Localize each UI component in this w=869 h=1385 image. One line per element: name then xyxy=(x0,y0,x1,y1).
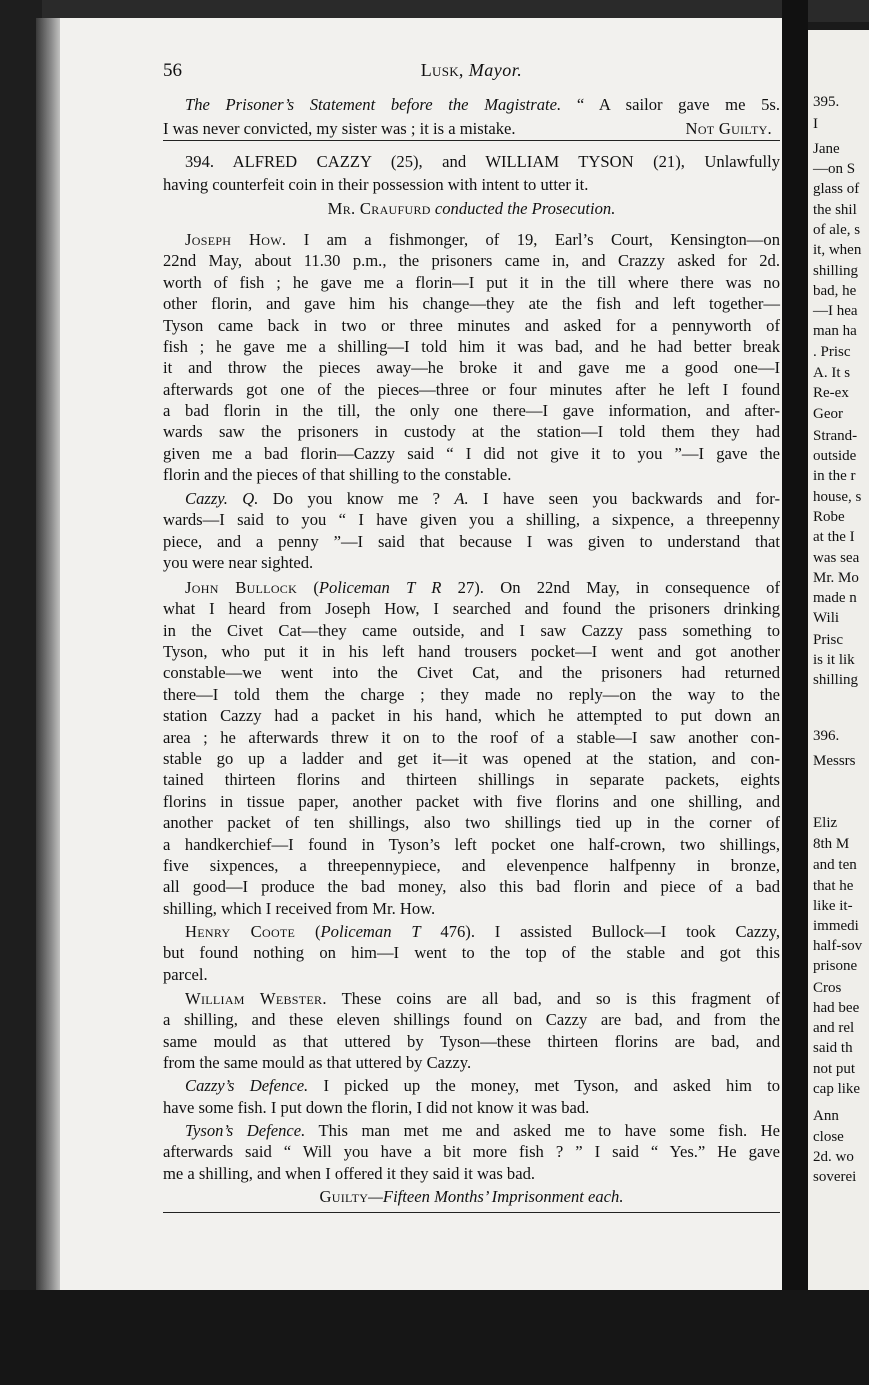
text-segment: what I heard from Joseph How, I searched and found the prisoners drinking xyxy=(163,599,780,618)
text-line xyxy=(163,358,780,378)
next-page-fragment: shilling xyxy=(813,672,859,688)
text-segment: 27). On 22nd May, in consequence of xyxy=(441,578,780,597)
text-segment: shilling, which I received from Mr. How. xyxy=(163,899,436,918)
text-segment: Not Guilty. xyxy=(685,119,772,138)
text-segment: Tyson’s Defence. xyxy=(185,1121,306,1140)
text-line xyxy=(163,273,780,293)
horizontal-rule xyxy=(163,140,780,141)
text-segment: The Prisoner’s Statement before the Magistrate. xyxy=(185,95,562,114)
text-line xyxy=(163,294,780,314)
next-page-fragment: 2d. wo xyxy=(813,1149,854,1165)
next-page-fragment: said th xyxy=(813,1040,853,1056)
next-page-fragment: close xyxy=(813,1129,844,1145)
text-line xyxy=(163,877,780,897)
next-page-fragment: prisone xyxy=(813,958,858,974)
text-line xyxy=(163,337,780,357)
next-page-fragment: Re-ex xyxy=(813,385,849,401)
text-segment: Mr. Craufurd xyxy=(327,199,431,218)
text-segment: —Fifteen Months’ Imprisonment each. xyxy=(368,1187,624,1206)
text-segment: wards saw the prisoners in custody at the station—I told them they had xyxy=(163,422,780,441)
text-segment xyxy=(228,489,242,508)
text-segment: area ; he afterwards threw it on to the roof of a stable—I saw another con- xyxy=(163,728,780,747)
text-segment: from the same mould as that uttered by Cazzy. xyxy=(163,1053,472,1072)
page-number: 56 xyxy=(163,60,182,81)
text-line xyxy=(163,728,780,748)
text-segment: afterwards said “ Will you have a bit more fish ? ” I said “ Yes.” He gave xyxy=(163,1142,780,1161)
text-line xyxy=(163,401,780,421)
running-head xyxy=(163,60,780,81)
text-segment: Guilty xyxy=(319,1187,369,1206)
text-segment: given me a bad florin—Cazzy said “ I did not give it to you ”—I gave the xyxy=(163,444,780,463)
text-line xyxy=(163,663,780,683)
text-line xyxy=(163,119,780,139)
text-line xyxy=(163,316,780,336)
next-page-fragment: A. It s xyxy=(813,365,851,381)
text-segment: worth of fish ; he gave me a florin—I put it in the till where there was no xyxy=(163,273,780,292)
text-segment: Tyson, who put it in his left hand trousers pocket—I went and got another xyxy=(163,642,780,661)
text-line xyxy=(163,706,780,726)
text-line xyxy=(163,380,780,400)
next-page-fragment: I xyxy=(813,116,818,132)
text-line xyxy=(163,1053,780,1073)
text-segment: other florin, and gave him his change—they ate the fish and left together— xyxy=(163,294,780,313)
horizontal-rule xyxy=(163,1212,780,1213)
text-segment: tained thirteen florins and thirteen shillings in separate packets, eights xyxy=(163,770,780,789)
text-segment: Do you know me ? xyxy=(258,489,455,508)
text-segment: Policeman T xyxy=(320,922,421,941)
next-page-fragment: . Prisc xyxy=(813,344,851,360)
text-line xyxy=(163,1076,780,1096)
text-segment: it and throw the pieces away—he broke it and gave me a good one—I xyxy=(163,358,780,377)
text-segment: Henry Coote xyxy=(185,922,296,941)
text-segment: a bad florin in the till, the only one there—I gave information, and after- xyxy=(163,401,780,420)
next-page-fragment: house, s xyxy=(813,489,862,505)
next-page-fragment: like it- xyxy=(813,898,853,914)
text-segment: conducted the Prosecution. xyxy=(430,199,616,218)
text-segment: Joseph How. xyxy=(185,230,287,249)
text-line xyxy=(163,532,780,552)
text-segment: I am a fishmonger, of 19, Earl’s Court, Kensington—on xyxy=(286,230,780,249)
next-page-fragment: was sea xyxy=(813,550,860,566)
text-line xyxy=(163,685,780,705)
text-segment: parcel. xyxy=(163,965,208,984)
next-page-fragment: and ten xyxy=(813,857,857,873)
text-line xyxy=(163,792,780,812)
next-page-fragment: shilling xyxy=(813,263,859,279)
text-line xyxy=(163,175,780,195)
text-segment: Q. xyxy=(242,489,259,508)
text-line xyxy=(163,465,780,485)
text-segment: same mould as that uttered by Tyson—these thirteen florins are bad, and xyxy=(163,1032,780,1051)
next-page-fragment: that he xyxy=(813,878,854,894)
text-line xyxy=(163,489,780,509)
text-line xyxy=(163,749,780,769)
text-line xyxy=(163,1098,780,1118)
next-page-fragment: is it lik xyxy=(813,652,855,668)
next-page-fragment: man ha xyxy=(813,323,857,339)
text-segment: another packet of ten shillings, also two shillings tied up in the corner of xyxy=(163,813,780,832)
text-line xyxy=(163,230,780,250)
next-page-fragment: Eliz xyxy=(813,815,838,831)
next-page-fragment: had bee xyxy=(813,1000,860,1016)
text-line xyxy=(163,1187,780,1207)
text-segment: there—I told them the charge ; they made no reply—on the way to the xyxy=(163,685,780,704)
text-segment: fish ; he gave me a shilling—I told him it was bad, and he had better break xyxy=(163,337,780,356)
text-segment: a shilling, and these eleven shillings found on Cazzy are bad, and from the xyxy=(163,1010,780,1029)
running-head-name: Lusk, xyxy=(420,60,464,80)
text-segment: you were near sighted. xyxy=(163,553,314,572)
text-segment: I was never convicted, my sister was ; it is a mistake. xyxy=(163,119,516,138)
text-line xyxy=(163,599,780,619)
text-segment: These coins are all bad, and so is this fragment of xyxy=(326,989,780,1008)
text-line xyxy=(163,251,780,271)
text-segment: A. xyxy=(454,489,469,508)
text-line xyxy=(163,152,780,172)
text-segment: but found nothing on him—I went to the top of the stable and got this xyxy=(163,943,780,962)
text-line xyxy=(163,1032,780,1052)
next-page-fragment: Mr. Mo xyxy=(813,570,859,586)
text-segment: Cazzy. xyxy=(185,489,228,508)
text-segment: John Bullock xyxy=(185,578,298,597)
text-segment: Policeman T R xyxy=(318,578,442,597)
text-segment: “ A sailor gave me 5s. xyxy=(561,95,780,114)
text-segment: florin and the pieces of that shilling to the constable. xyxy=(163,465,512,484)
next-page-fragment: it, when xyxy=(813,242,862,258)
next-page-fragment: soverei xyxy=(813,1169,857,1185)
text-segment: 394. ALFRED CAZZY (25), and WILLIAM TYSON (21), Unlawfully xyxy=(185,152,780,171)
text-line xyxy=(163,422,780,442)
next-page-fragment: Robe xyxy=(813,509,845,525)
text-line xyxy=(163,899,780,919)
next-page-fragment: in the r xyxy=(813,468,856,484)
text-segment: I picked up the money, met Tyson, and asked him to xyxy=(308,1076,780,1095)
text-line xyxy=(163,835,780,855)
text-segment: constable—we went into the Civet Cat, and the prisoners had returned xyxy=(163,663,780,682)
next-page-edge xyxy=(808,30,869,1295)
next-page-fragment: cap like xyxy=(813,1081,861,1097)
text-segment: a handkerchief—I found in Tyson’s left pocket one half-crown, two shillings, xyxy=(163,835,780,854)
text-segment: 22nd May, about 11.30 p.m., the prisoners came in, and Crazzy asked for 2d. xyxy=(163,251,780,270)
text-line xyxy=(163,989,780,1009)
next-page-fragment: Ann xyxy=(813,1108,839,1124)
text-segment: ( xyxy=(295,922,321,941)
text-line xyxy=(163,1142,780,1162)
next-page-fragment: Jane xyxy=(813,141,840,157)
next-page-fragment: Prisc xyxy=(813,632,843,648)
text-segment: have some fish. I put down the florin, I did not know it was bad. xyxy=(163,1098,590,1117)
next-page-fragment: at the I xyxy=(813,529,855,545)
next-page-fragment: immedi xyxy=(813,918,859,934)
text-line xyxy=(163,578,780,598)
next-page-fragment: 395. xyxy=(813,94,840,110)
text-line xyxy=(163,444,780,464)
text-segment: stable go up a ladder and get it—it was opened at the station, and con- xyxy=(163,749,780,768)
text-segment: having counterfeit coin in their possession with intent to utter it. xyxy=(163,175,589,194)
next-page-fragment: made n xyxy=(813,590,857,606)
text-line xyxy=(163,510,780,530)
next-page-fragment: —I hea xyxy=(813,303,858,319)
text-line xyxy=(163,943,780,963)
next-page-fragment: Wili xyxy=(813,610,840,626)
next-page-fragment: —on S xyxy=(813,161,856,177)
text-segment: afterwards got one of the pieces—three or four minutes after he left I found xyxy=(163,380,780,399)
next-page-fragment: not put xyxy=(813,1061,856,1077)
next-page-fragment: of ale, s xyxy=(813,222,861,238)
text-line xyxy=(163,1010,780,1030)
next-page-fragment: half-sov xyxy=(813,938,863,954)
text-segment: in the Civet Cat—they came outside, and I saw Cazzy pass something to xyxy=(163,621,780,640)
text-segment: William Webster. xyxy=(185,989,327,1008)
next-page-fragment: Geor xyxy=(813,406,843,422)
next-page-fragment: 8th M xyxy=(813,836,850,852)
next-page-fragment: 396. xyxy=(813,728,840,744)
text-segment: all good—I produce the bad money, also this bad florin and piece of a bad xyxy=(163,877,780,896)
text-segment: 476). I assisted Bullock—I took Cazzy, xyxy=(420,922,780,941)
text-segment: five sixpences, a threepennypiece, and elevenpence halfpenny in bronze, xyxy=(163,856,780,875)
text-line xyxy=(163,621,780,641)
text-segment: I have seen you backwards and for- xyxy=(468,489,780,508)
text-segment: This man met me and asked me to have some fish. He xyxy=(305,1121,781,1140)
text-segment: piece, and a penny ”—I said that because I was given to understand that xyxy=(163,532,780,551)
text-line xyxy=(163,965,780,985)
text-line xyxy=(163,770,780,790)
text-line xyxy=(163,642,780,662)
text-line xyxy=(163,1121,780,1141)
book-gutter xyxy=(782,0,808,1300)
next-page-fragment: outside xyxy=(813,448,857,464)
running-head-role: Mayor. xyxy=(468,60,523,80)
next-page-fragment: and rel xyxy=(813,1020,855,1036)
text-line xyxy=(163,922,780,942)
text-line xyxy=(163,95,780,115)
text-line xyxy=(163,856,780,876)
next-page-fragment: the shil xyxy=(813,202,857,218)
next-page-fragment: bad, he xyxy=(813,283,857,299)
text-segment: wards—I said to you “ I have given you a shilling, a sixpence, a threepenny xyxy=(163,510,780,529)
text-segment: Cazzy’s Defence. xyxy=(185,1076,309,1095)
next-page-fragment: Cros xyxy=(813,980,842,996)
text-segment: me a shilling, and when I offered it they said it was bad. xyxy=(163,1164,536,1183)
next-page-fragment: Messrs xyxy=(813,753,856,769)
next-page-fragment: glass of xyxy=(813,181,860,197)
scan-bottom-border xyxy=(0,1290,869,1385)
next-page-fragment: Strand- xyxy=(813,428,858,444)
text-segment: station Cazzy had a packet in his hand, which he attempted to put down an xyxy=(163,706,780,725)
text-segment: ( xyxy=(297,578,319,597)
text-line xyxy=(163,813,780,833)
text-segment: Tyson came back in two or three minutes and asked for a pennyworth of xyxy=(163,316,780,335)
text-line xyxy=(163,1164,780,1184)
text-line xyxy=(163,199,780,219)
text-line xyxy=(163,553,780,573)
text-segment: florins in tissue paper, another packet with five florins and one shilling, and xyxy=(163,792,780,811)
